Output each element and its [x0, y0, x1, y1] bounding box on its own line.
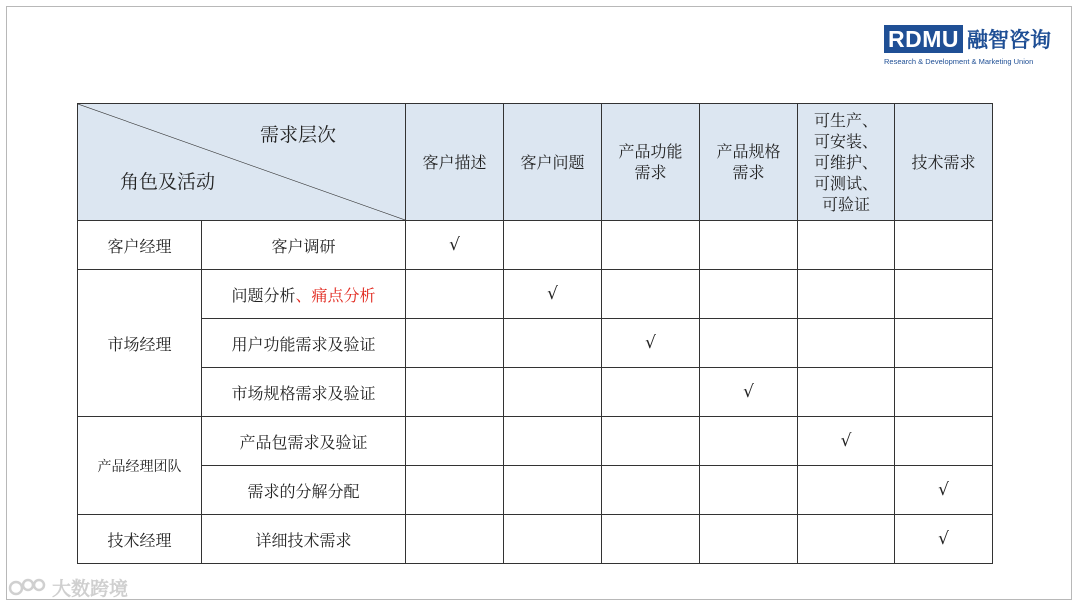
table-row: [78, 515, 993, 564]
matrix-cell: [504, 270, 602, 319]
watermark-logo-icon: [8, 576, 48, 600]
diagonal-header-cell: [78, 104, 406, 221]
watermark: [8, 574, 128, 601]
table-row: [78, 221, 993, 270]
matrix-cell: [602, 466, 700, 515]
logo-subtitle: Research & Development & Marketing Union: [884, 57, 1034, 66]
matrix-cell: [895, 417, 993, 466]
requirements-matrix-table: [77, 103, 993, 564]
matrix-cell: [700, 417, 798, 466]
activity-highlight: 、痛点分析: [295, 285, 376, 305]
matrix-cell: [700, 368, 798, 417]
activity-cell: 问题分析、痛点分析: [202, 270, 406, 319]
check-mark: √: [840, 431, 852, 451]
activity-cell: 客户调研: [202, 221, 406, 270]
activity-cell: 产品包需求及验证: [202, 417, 406, 466]
column-header-technical: 技术需求: [895, 104, 993, 221]
matrix-cell: [798, 368, 895, 417]
matrix-cell: [504, 417, 602, 466]
matrix-cell: [406, 270, 504, 319]
matrix-cell: [895, 221, 993, 270]
check-mark: √: [449, 235, 460, 255]
column-header-customer-problem: 客户问题: [504, 104, 602, 221]
activity-cell: 用户功能需求及验证: [202, 319, 406, 368]
column-header-customer-description: 客户描述: [406, 104, 504, 221]
matrix-cell: [798, 417, 895, 466]
matrix-cell: [406, 417, 504, 466]
table-row: [78, 417, 993, 466]
column-header-producibility: 可生产、 可安装、 可维护、 可测试、 可验证: [798, 104, 895, 221]
header-requirement-level: 需求层次: [260, 124, 337, 146]
check-mark: √: [547, 284, 558, 304]
header-role-activity: 角色及活动: [120, 171, 216, 193]
matrix-cell: [602, 515, 700, 564]
matrix-cell: [602, 417, 700, 466]
matrix-cell: [406, 221, 504, 270]
table-row: [78, 466, 993, 515]
matrix-cell: [895, 319, 993, 368]
diagonal-line: [78, 104, 405, 220]
activity-cell: 详细技术需求: [202, 515, 406, 564]
logo-brand-cn: 融智咨询: [967, 27, 1051, 52]
table-header-row: [78, 104, 993, 221]
matrix-cell: [406, 319, 504, 368]
role-technical-manager: 技术经理: [78, 515, 202, 564]
matrix-cell: [798, 221, 895, 270]
role-customer-manager: 客户经理: [78, 221, 202, 270]
activity-cell: 需求的分解分配: [202, 466, 406, 515]
activity-cell: 市场规格需求及验证: [202, 368, 406, 417]
matrix-cell: [602, 270, 700, 319]
matrix-cell: [798, 319, 895, 368]
matrix-cell: [602, 319, 700, 368]
matrix-cell: [700, 270, 798, 319]
matrix-cell: [700, 515, 798, 564]
table-row: [78, 270, 993, 319]
role-market-manager: 市场经理: [78, 270, 202, 417]
matrix-cell: [602, 368, 700, 417]
column-header-product-spec: 产品规格 需求: [700, 104, 798, 221]
watermark-text: 大数跨境: [52, 578, 129, 600]
check-mark: √: [938, 480, 949, 500]
matrix-cell: [504, 466, 602, 515]
matrix-cell: [798, 270, 895, 319]
check-mark: √: [645, 333, 656, 353]
matrix-cell: [504, 515, 602, 564]
matrix-cell: [700, 221, 798, 270]
matrix-cell: [504, 319, 602, 368]
matrix-cell: [504, 221, 602, 270]
matrix-cell: [700, 466, 798, 515]
matrix-cell: [895, 466, 993, 515]
logo-brand: RDMU: [884, 25, 963, 53]
matrix-cell: [504, 368, 602, 417]
matrix-cell: [700, 319, 798, 368]
check-mark: √: [938, 529, 949, 549]
matrix-cell: [406, 515, 504, 564]
table-row: [78, 368, 993, 417]
company-logo: [884, 24, 1064, 72]
matrix-cell: [602, 221, 700, 270]
column-header-product-function: 产品功能 需求: [602, 104, 700, 221]
matrix-cell: [895, 515, 993, 564]
matrix-cell: [895, 368, 993, 417]
matrix-cell: [895, 270, 993, 319]
matrix-cell: [406, 368, 504, 417]
matrix-cell: [406, 466, 504, 515]
role-product-manager-team: 产品经理团队: [78, 417, 202, 515]
matrix-cell: [798, 466, 895, 515]
table-row: [78, 319, 993, 368]
check-mark: √: [743, 382, 754, 402]
matrix-cell: [798, 515, 895, 564]
